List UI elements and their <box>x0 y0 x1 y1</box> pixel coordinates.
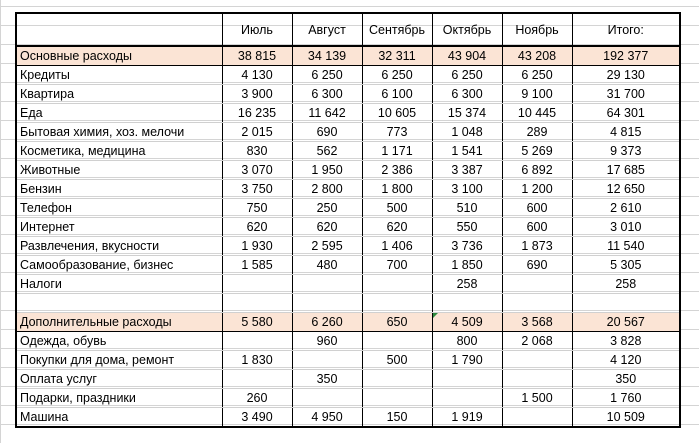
row-label-cell[interactable]: Косметика, медицина <box>16 142 222 161</box>
value-cell[interactable]: 4 950 <box>292 408 362 428</box>
table-row <box>16 104 680 123</box>
value-cell[interactable]: 3 900 <box>222 85 292 104</box>
table-row <box>16 389 680 408</box>
value-cell[interactable]: 10 445 <box>502 104 572 123</box>
value-cell[interactable]: 38 815 <box>222 46 292 66</box>
value-cell[interactable]: 1 919 <box>432 408 502 428</box>
value-cell[interactable]: 1 830 <box>222 351 292 370</box>
value-cell[interactable]: 29 130 <box>572 66 680 85</box>
value-cell[interactable] <box>362 332 432 351</box>
value-cell[interactable]: 6 250 <box>292 66 362 85</box>
value-cell[interactable]: 11 642 <box>292 104 362 123</box>
value-cell[interactable]: 1 585 <box>222 256 292 275</box>
spacer-row <box>16 294 680 313</box>
expense-table-body <box>16 13 680 427</box>
value-cell[interactable]: 1 950 <box>292 161 362 180</box>
row-label-cell[interactable]: Дополнительные расходы <box>16 313 222 332</box>
value-cell[interactable]: 5 305 <box>572 256 680 275</box>
value-cell[interactable]: 6 300 <box>432 85 502 104</box>
table-row <box>16 370 680 389</box>
value-cell[interactable]: 2 610 <box>572 199 680 218</box>
value-cell[interactable]: 550 <box>432 218 502 237</box>
table-row <box>16 199 680 218</box>
value-cell[interactable]: 2 015 <box>222 123 292 142</box>
value-cell[interactable]: 16 235 <box>222 104 292 123</box>
row-label-cell[interactable]: Оплата услуг <box>16 370 222 389</box>
row-label-cell[interactable]: Бензин <box>16 180 222 199</box>
value-cell[interactable]: 6 892 <box>502 161 572 180</box>
row-label-cell[interactable]: Еда <box>16 104 222 123</box>
value-cell[interactable]: 2 068 <box>502 332 572 351</box>
value-cell[interactable]: 1 200 <box>502 180 572 199</box>
table-row <box>16 66 680 85</box>
value-cell[interactable]: 9 100 <box>502 85 572 104</box>
table-row <box>16 142 680 161</box>
table-row <box>16 237 680 256</box>
value-cell[interactable]: 1 850 <box>432 256 502 275</box>
header-cell[interactable] <box>16 13 222 46</box>
table-row <box>16 275 680 294</box>
value-cell[interactable] <box>292 351 362 370</box>
header-cell[interactable]: Июль <box>222 13 292 46</box>
row-label-cell[interactable]: Бытовая химия, хоз. мелочи <box>16 123 222 142</box>
value-cell[interactable]: 562 <box>292 142 362 161</box>
value-cell[interactable]: 1 500 <box>502 389 572 408</box>
row-label-cell[interactable]: Кредиты <box>16 66 222 85</box>
value-cell[interactable]: 3 010 <box>572 218 680 237</box>
value-cell[interactable]: 11 540 <box>572 237 680 256</box>
table-row <box>16 332 680 351</box>
row-label-cell[interactable]: Покупки для дома, ремонт <box>16 351 222 370</box>
row-label-cell[interactable]: Квартира <box>16 85 222 104</box>
value-cell[interactable]: 10 509 <box>572 408 680 428</box>
value-cell[interactable] <box>572 294 680 313</box>
value-cell[interactable] <box>432 294 502 313</box>
value-cell[interactable]: 480 <box>292 256 362 275</box>
table-row <box>16 123 680 142</box>
value-cell[interactable]: 350 <box>292 370 362 389</box>
value-cell[interactable]: 650 <box>362 313 432 332</box>
value-cell[interactable]: 260 <box>222 389 292 408</box>
value-cell[interactable]: 6 250 <box>502 66 572 85</box>
table-row <box>16 161 680 180</box>
section-total-row <box>16 46 680 66</box>
value-cell[interactable]: 3 070 <box>222 161 292 180</box>
row-label-cell[interactable]: Одежда, обувь <box>16 332 222 351</box>
header-row <box>16 13 680 46</box>
header-cell[interactable]: Итого: <box>572 13 680 46</box>
value-cell[interactable]: 258 <box>572 275 680 294</box>
value-cell[interactable]: 2 595 <box>292 237 362 256</box>
value-cell[interactable] <box>362 275 432 294</box>
value-cell[interactable]: 1 930 <box>222 237 292 256</box>
value-cell[interactable]: 3 387 <box>432 161 502 180</box>
value-cell[interactable]: 600 <box>502 218 572 237</box>
table-row <box>16 351 680 370</box>
value-cell[interactable]: 20 567 <box>572 313 680 332</box>
value-cell[interactable] <box>502 275 572 294</box>
value-cell[interactable]: 350 <box>572 370 680 389</box>
value-cell[interactable] <box>432 370 502 389</box>
table-row <box>16 256 680 275</box>
table-row <box>16 408 680 428</box>
value-cell[interactable]: 6 260 <box>292 313 362 332</box>
value-cell[interactable]: 1 790 <box>432 351 502 370</box>
value-cell[interactable]: 1 541 <box>432 142 502 161</box>
table-row <box>16 180 680 199</box>
value-cell[interactable] <box>292 389 362 408</box>
value-cell[interactable]: 9 373 <box>572 142 680 161</box>
value-cell[interactable]: 3 100 <box>432 180 502 199</box>
value-cell[interactable] <box>222 370 292 389</box>
value-cell[interactable] <box>222 275 292 294</box>
value-cell[interactable]: 6 250 <box>362 66 432 85</box>
row-label-cell[interactable]: Развлечения, вкусности <box>16 237 222 256</box>
value-cell[interactable]: 43 904 <box>432 46 502 66</box>
value-cell[interactable]: 4 120 <box>572 351 680 370</box>
value-cell[interactable]: 15 374 <box>432 104 502 123</box>
header-cell[interactable]: Ноябрь <box>502 13 572 46</box>
value-cell[interactable]: 3 750 <box>222 180 292 199</box>
value-cell[interactable]: 1 800 <box>362 180 432 199</box>
value-cell[interactable]: 690 <box>502 256 572 275</box>
value-cell[interactable]: 620 <box>222 218 292 237</box>
value-cell[interactable]: 6 100 <box>362 85 432 104</box>
value-cell[interactable]: 620 <box>292 218 362 237</box>
value-cell[interactable]: 773 <box>362 123 432 142</box>
value-cell[interactable]: 3 828 <box>572 332 680 351</box>
row-label-cell[interactable]: Животные <box>16 161 222 180</box>
value-cell[interactable]: 500 <box>362 199 432 218</box>
header-cell[interactable]: Октябрь <box>432 13 502 46</box>
value-cell[interactable]: 1 760 <box>572 389 680 408</box>
value-cell[interactable]: 750 <box>222 199 292 218</box>
value-cell[interactable] <box>362 370 432 389</box>
value-cell[interactable] <box>502 408 572 428</box>
value-cell[interactable]: 150 <box>362 408 432 428</box>
value-cell[interactable]: 1 171 <box>362 142 432 161</box>
value-cell[interactable]: 4 130 <box>222 66 292 85</box>
value-cell[interactable]: 700 <box>362 256 432 275</box>
value-cell[interactable] <box>222 294 292 313</box>
value-cell[interactable]: 43 208 <box>502 46 572 66</box>
row-label-cell[interactable]: Самообразование, бизнес <box>16 256 222 275</box>
value-cell[interactable]: 258 <box>432 275 502 294</box>
value-cell[interactable]: 289 <box>502 123 572 142</box>
row-label-cell[interactable]: Подарки, праздники <box>16 389 222 408</box>
value-cell[interactable]: 2 800 <box>292 180 362 199</box>
value-cell[interactable] <box>222 332 292 351</box>
value-cell[interactable]: 690 <box>292 123 362 142</box>
value-cell[interactable]: 10 605 <box>362 104 432 123</box>
table-row <box>16 85 680 104</box>
value-cell[interactable]: 830 <box>222 142 292 161</box>
value-cell[interactable]: 31 700 <box>572 85 680 104</box>
row-label-cell[interactable]: Основные расходы <box>16 46 222 66</box>
header-cell[interactable]: Август <box>292 13 362 46</box>
value-cell[interactable] <box>502 370 572 389</box>
value-cell[interactable] <box>502 294 572 313</box>
value-cell[interactable]: 620 <box>362 218 432 237</box>
value-cell[interactable]: 960 <box>292 332 362 351</box>
value-cell[interactable] <box>292 294 362 313</box>
value-cell[interactable]: 5 580 <box>222 313 292 332</box>
section-total-row <box>16 313 680 332</box>
value-cell[interactable]: 2 386 <box>362 161 432 180</box>
row-label-cell[interactable]: Машина <box>16 408 222 428</box>
value-cell[interactable]: 3 736 <box>432 237 502 256</box>
value-cell[interactable]: 250 <box>292 199 362 218</box>
value-cell[interactable] <box>362 294 432 313</box>
value-cell[interactable]: 600 <box>502 199 572 218</box>
row-label-cell[interactable]: Интернет <box>16 218 222 237</box>
table-row <box>16 218 680 237</box>
value-cell[interactable]: 5 269 <box>502 142 572 161</box>
value-cell[interactable] <box>292 275 362 294</box>
value-cell[interactable]: 800 <box>432 332 502 351</box>
value-cell[interactable]: 17 685 <box>572 161 680 180</box>
value-cell[interactable]: 500 <box>362 351 432 370</box>
value-cell[interactable]: 12 650 <box>572 180 680 199</box>
value-cell[interactable]: 3 490 <box>222 408 292 428</box>
value-cell[interactable]: 32 311 <box>362 46 432 66</box>
value-cell[interactable]: 4 509 <box>432 313 502 332</box>
expense-table <box>15 12 681 428</box>
value-cell[interactable]: 3 568 <box>502 313 572 332</box>
value-cell[interactable]: 6 300 <box>292 85 362 104</box>
value-cell[interactable]: 4 815 <box>572 123 680 142</box>
value-cell[interactable]: 1 048 <box>432 123 502 142</box>
row-label-cell[interactable]: Налоги <box>16 275 222 294</box>
value-cell[interactable]: 192 377 <box>572 46 680 66</box>
value-cell[interactable] <box>502 351 572 370</box>
value-cell[interactable]: 1 873 <box>502 237 572 256</box>
value-cell[interactable]: 6 250 <box>432 66 502 85</box>
row-label-cell[interactable]: Телефон <box>16 199 222 218</box>
header-cell[interactable]: Сентябрь <box>362 13 432 46</box>
value-cell[interactable]: 64 301 <box>572 104 680 123</box>
row-label-cell[interactable] <box>16 294 222 313</box>
value-cell[interactable]: 1 406 <box>362 237 432 256</box>
value-cell[interactable] <box>432 389 502 408</box>
value-cell[interactable] <box>362 389 432 408</box>
value-cell[interactable]: 34 139 <box>292 46 362 66</box>
value-cell[interactable]: 510 <box>432 199 502 218</box>
